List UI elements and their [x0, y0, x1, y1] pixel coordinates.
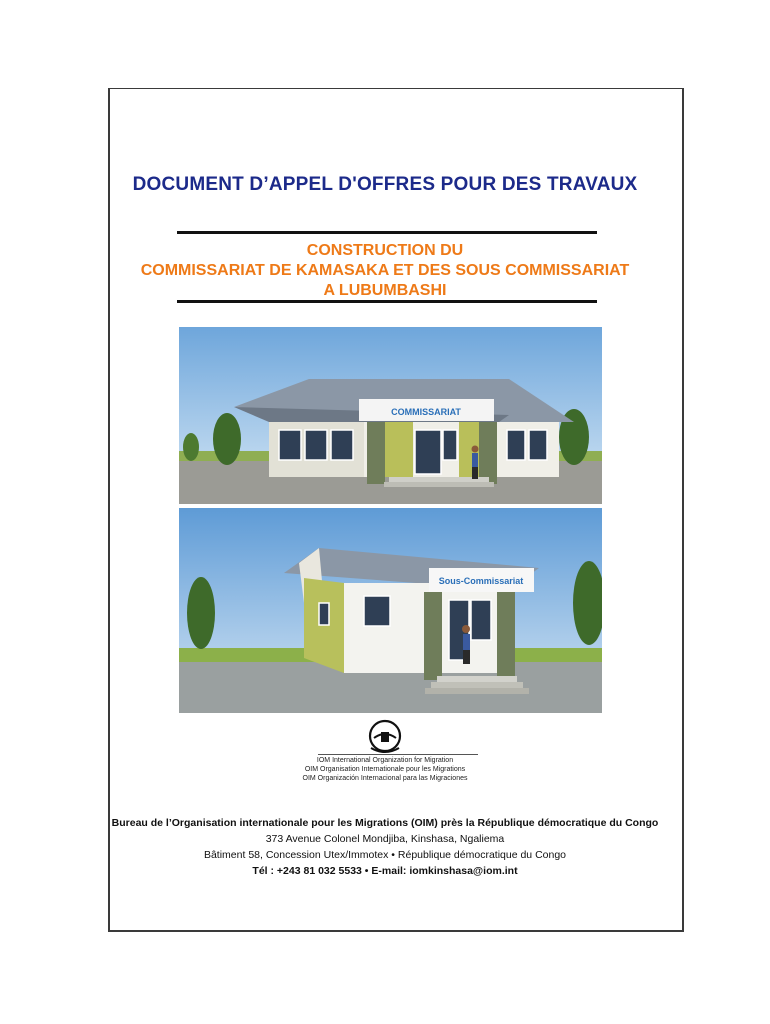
iom-name-es: OIM Organización Internacional para las Migraciones — [302, 775, 468, 782]
address-line-contact: Tél : +243 81 032 5533 • E-mail: iomkinshasa@iom.int — [252, 865, 518, 877]
subtitle-line-2: COMMISSARIAT DE KAMASAKA ET DES SOUS COMMISSARIAT — [140, 262, 630, 279]
address-line-building: Bâtiment 58, Concession Utex/Immotex • République démocratique du Congo — [203, 849, 567, 861]
iom-name-fr: OIM Organisation Internationale pour les Migrations — [304, 766, 466, 773]
document-title: DOCUMENT D’APPEL D'OFFRES POUR DES TRAVAUX — [132, 174, 638, 195]
project-subtitle — [0, 241, 770, 301]
subtitle-line-3: A LUBUMBASHI — [323, 282, 447, 299]
iom-name-en: IOM International Organization for Migration — [316, 757, 454, 764]
iom-logo — [0, 718, 770, 759]
commissariat-sign-text: COMMISSARIAT — [391, 407, 461, 417]
logo-rule — [318, 754, 478, 755]
title-rule-bottom — [177, 300, 597, 303]
title-rule-top — [177, 231, 597, 234]
sous-commissariat-sign-text: Sous-Commissariat — [438, 576, 524, 586]
iom-logo-icon — [365, 718, 405, 754]
address-line-street: 373 Avenue Colonel Mondjiba, Kinshasa, Ngaliema — [265, 833, 505, 845]
subtitle-line-1: CONSTRUCTION DU — [306, 242, 464, 259]
commissariat-render-image — [179, 327, 602, 504]
iom-name-lines — [0, 756, 770, 783]
sous-commissariat-render-image — [179, 508, 602, 713]
address-line-office: Bureau de l’Organisation internationale pour les Migrations (OIM) près la République démocratique du Congo — [111, 817, 659, 829]
office-address — [0, 815, 770, 879]
